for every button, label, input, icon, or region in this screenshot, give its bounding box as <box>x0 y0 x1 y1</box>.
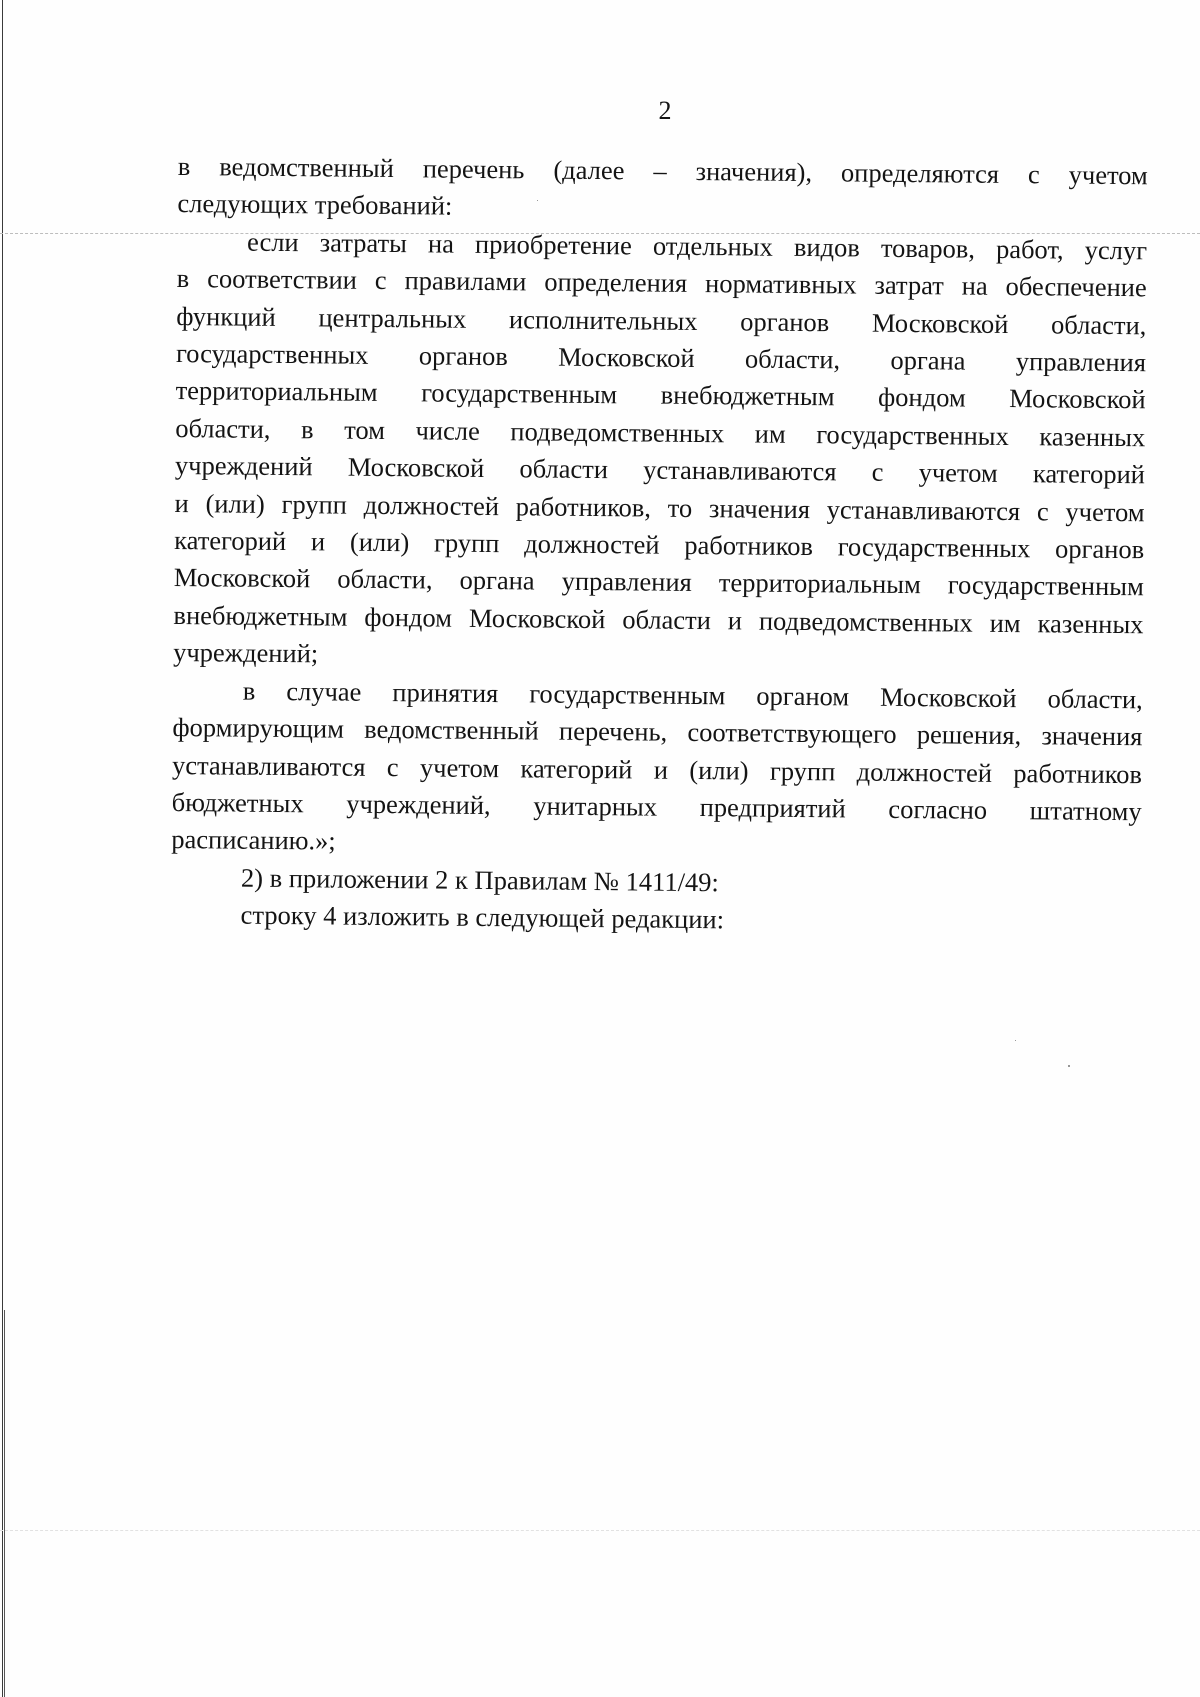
text-line: в соответствии с правилами определения нормативных затрат на обеспечение <box>176 263 1147 303</box>
text-line: категорий и (или) групп должностей работников государственных органов <box>174 525 1145 565</box>
text-line: государственных органов Московской области, органа управления <box>175 338 1147 378</box>
text-line: учреждений Московской области устанавливаются с учетом категорий <box>174 450 1146 490</box>
text-line: в ведомственный перечень (далее – значения), определяются с учетом <box>177 150 1148 191</box>
text-line: Московской области, органа управления территориальным государственным <box>173 562 1144 602</box>
text-line: следующих требований: <box>177 188 453 222</box>
text-line: территориальным государственным внебюджетным фондом Московской <box>175 375 1146 415</box>
text-line: внебюджетным фондом Московской области и подведомственных им казенных <box>173 599 1144 640</box>
text-line: в случае принятия государственным органом Московской области, <box>242 675 1143 714</box>
paragraph-condition-costs <box>173 223 1147 681</box>
page-number: 2 <box>658 96 672 125</box>
text-line: если затраты на приобретение отдельных видов товаров, работ, услуг <box>246 226 1148 266</box>
text-line: строку 4 изложить в следующей редакции: <box>240 899 725 935</box>
scan-fold-line-lower <box>0 1530 1200 1531</box>
document-body <box>170 148 1147 943</box>
text-line: области, в том числе подведомственных им государственных казенных <box>175 412 1146 453</box>
text-line: расписанию.»; <box>171 824 336 856</box>
scan-edge-line-lower <box>4 1310 5 1697</box>
text-line: устанавливаются с учетом категорий и (или) групп должностей работников <box>171 749 1143 789</box>
text-line: учреждений; <box>173 637 319 669</box>
text-line: формирующим ведомственный перечень, соответствующего решения, значения <box>172 712 1143 752</box>
scan-speck <box>1015 1040 1016 1041</box>
scan-speck <box>1068 1065 1070 1067</box>
paragraph-condition-decision <box>171 672 1143 868</box>
paragraph-intro <box>177 148 1148 232</box>
paragraph-row-4-instruction <box>170 896 1140 943</box>
text-line: 2) в приложении 2 к Правилам № 1411/49: <box>240 862 720 897</box>
text-line: функций центральных исполнительных органов Московской области, <box>176 300 1147 340</box>
text-line: бюджетных учреждений, унитарных предприятий согласно штатному <box>171 786 1142 827</box>
text-line: и (или) групп должностей работников, то значения устанавливаются с учетом <box>174 487 1145 527</box>
scan-edge-line <box>2 0 3 1697</box>
